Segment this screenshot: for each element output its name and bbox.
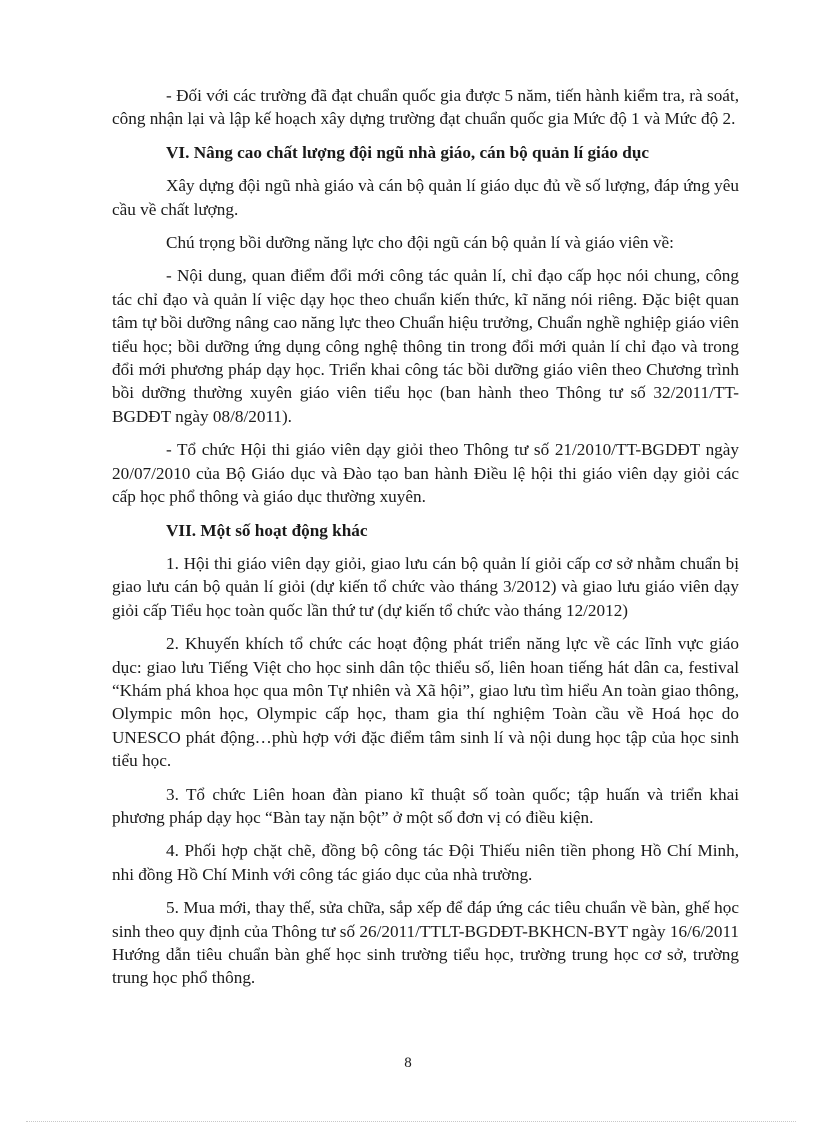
- paragraph-staff-development: Xây dựng đội ngũ nhà giáo và cán bộ quản lí giáo dục đủ về số lượng, đáp ứng yêu cầu về chất lượng.: [112, 176, 739, 219]
- list-item-1: 1. Hội thi giáo viên dạy giỏi, giao lưu cán bộ quản lí giỏi cấp cơ sở nhằm chuẩn bị giao lưu cán bộ quản lí giỏi (dự kiến tổ chức vào tháng 3/2012) và giao lưu giáo viên dạy giỏi cấp Tiểu học toàn quốc lần thứ tư (dự kiến tổ chức vào tháng 12/2012): [112, 553, 739, 620]
- list-item-3: 3. Tổ chức Liên hoan đàn piano kĩ thuật số toàn quốc; tập huấn và triển khai phương pháp dạy học “Bàn tay nặn bột” ở một số đơn vị có điều kiện.: [112, 784, 739, 827]
- list-item-5: 5. Mua mới, thay thế, sửa chữa, sắp xếp để đáp ứng các tiêu chuẩn về bàn, ghế học sinh theo quy định của Thông tư số 26/2011/TTLT-BGDĐT-BKHCN-BYT ngày 16/6/2011 Hướng dẫn tiêu chuẩn bàn ghế học sinh trường tiểu học, trường trung học cơ sở, trường trung học phổ thông.: [112, 898, 739, 988]
- paragraph-standard-schools: - Đối với các trường đã đạt chuẩn quốc gia được 5 năm, tiến hành kiểm tra, rà soát, công nhận lại và lập kế hoạch xây dựng trường đạt chuẩn quốc gia Mức độ 1 và Mức độ 2.: [112, 86, 739, 129]
- section-heading-vi: VI. Nâng cao chất lượng đội ngũ nhà giáo, cán bộ quản lí giáo dục: [166, 142, 650, 162]
- paragraph-training-focus: Chú trọng bồi dưỡng năng lực cho đội ngũ cán bộ quản lí và giáo viên về:: [166, 233, 674, 253]
- list-item-2: 2. Khuyến khích tổ chức các hoạt động phát triển năng lực về các lĩnh vực giáo dục: giao lưu Tiếng Việt cho học sinh dân tộc thiểu số, liên hoan tiếng hát dân ca, festival “Khám phá khoa học qua môn Tự nhiên và Xã hội”, giao lưu tìm hiểu An toàn giao thông, Olympic môn học, Olympic cấp học, tham gia thí nghiệm Toàn cầu về Hoá học do UNESCO phát động…phù hợp với đặc điểm tâm sinh lí và nội dung học tập của học sinh tiểu học.: [112, 634, 739, 771]
- paragraph-teacher-contest: - Tổ chức Hội thi giáo viên dạy giỏi theo Thông tư số 21/2010/TT-BGDĐT ngày 20/07/2010 của Bộ Giáo dục và Đào tạo ban hành Điều lệ hội thi giáo viên dạy giỏi các cấp học phổ thông và giáo dục thường xuyên.: [112, 440, 739, 507]
- list-item-4: 4. Phối hợp chặt chẽ, đồng bộ công tác Đội Thiếu niên tiền phong Hồ Chí Minh, nhi đồng Hồ Chí Minh với công tác giáo dục của nhà trường.: [112, 841, 739, 884]
- document-page: [112, 84, 739, 1000]
- section-heading-vii: VII. Một số hoạt động khác: [166, 520, 368, 540]
- paragraph-management-content: - Nội dung, quan điểm đổi mới công tác quản lí, chỉ đạo cấp học nói chung, công tác chỉ đạo và quản lí việc dạy học theo chuẩn kiến thức, kĩ năng nói riêng. Đặc biệt quan tâm tự bồi dưỡng nâng cao năng lực theo Chuẩn hiệu trưởng, Chuẩn nghề nghiệp giáo viên tiểu học; bồi dưỡng ứng dụng công nghệ thông tin trong đổi mới quản lí chỉ đạo và trong đổi mới phương pháp dạy học. Triển khai công tác bồi dưỡng giáo viên theo Chương trình bồi dưỡng thường xuyên giáo viên tiểu học (ban hành theo Thông tư số 32/2011/TT-BGDĐT ngày 08/8/2011).: [112, 266, 739, 426]
- page-bottom-divider: [26, 1121, 796, 1122]
- page-number: 8: [404, 1055, 412, 1071]
